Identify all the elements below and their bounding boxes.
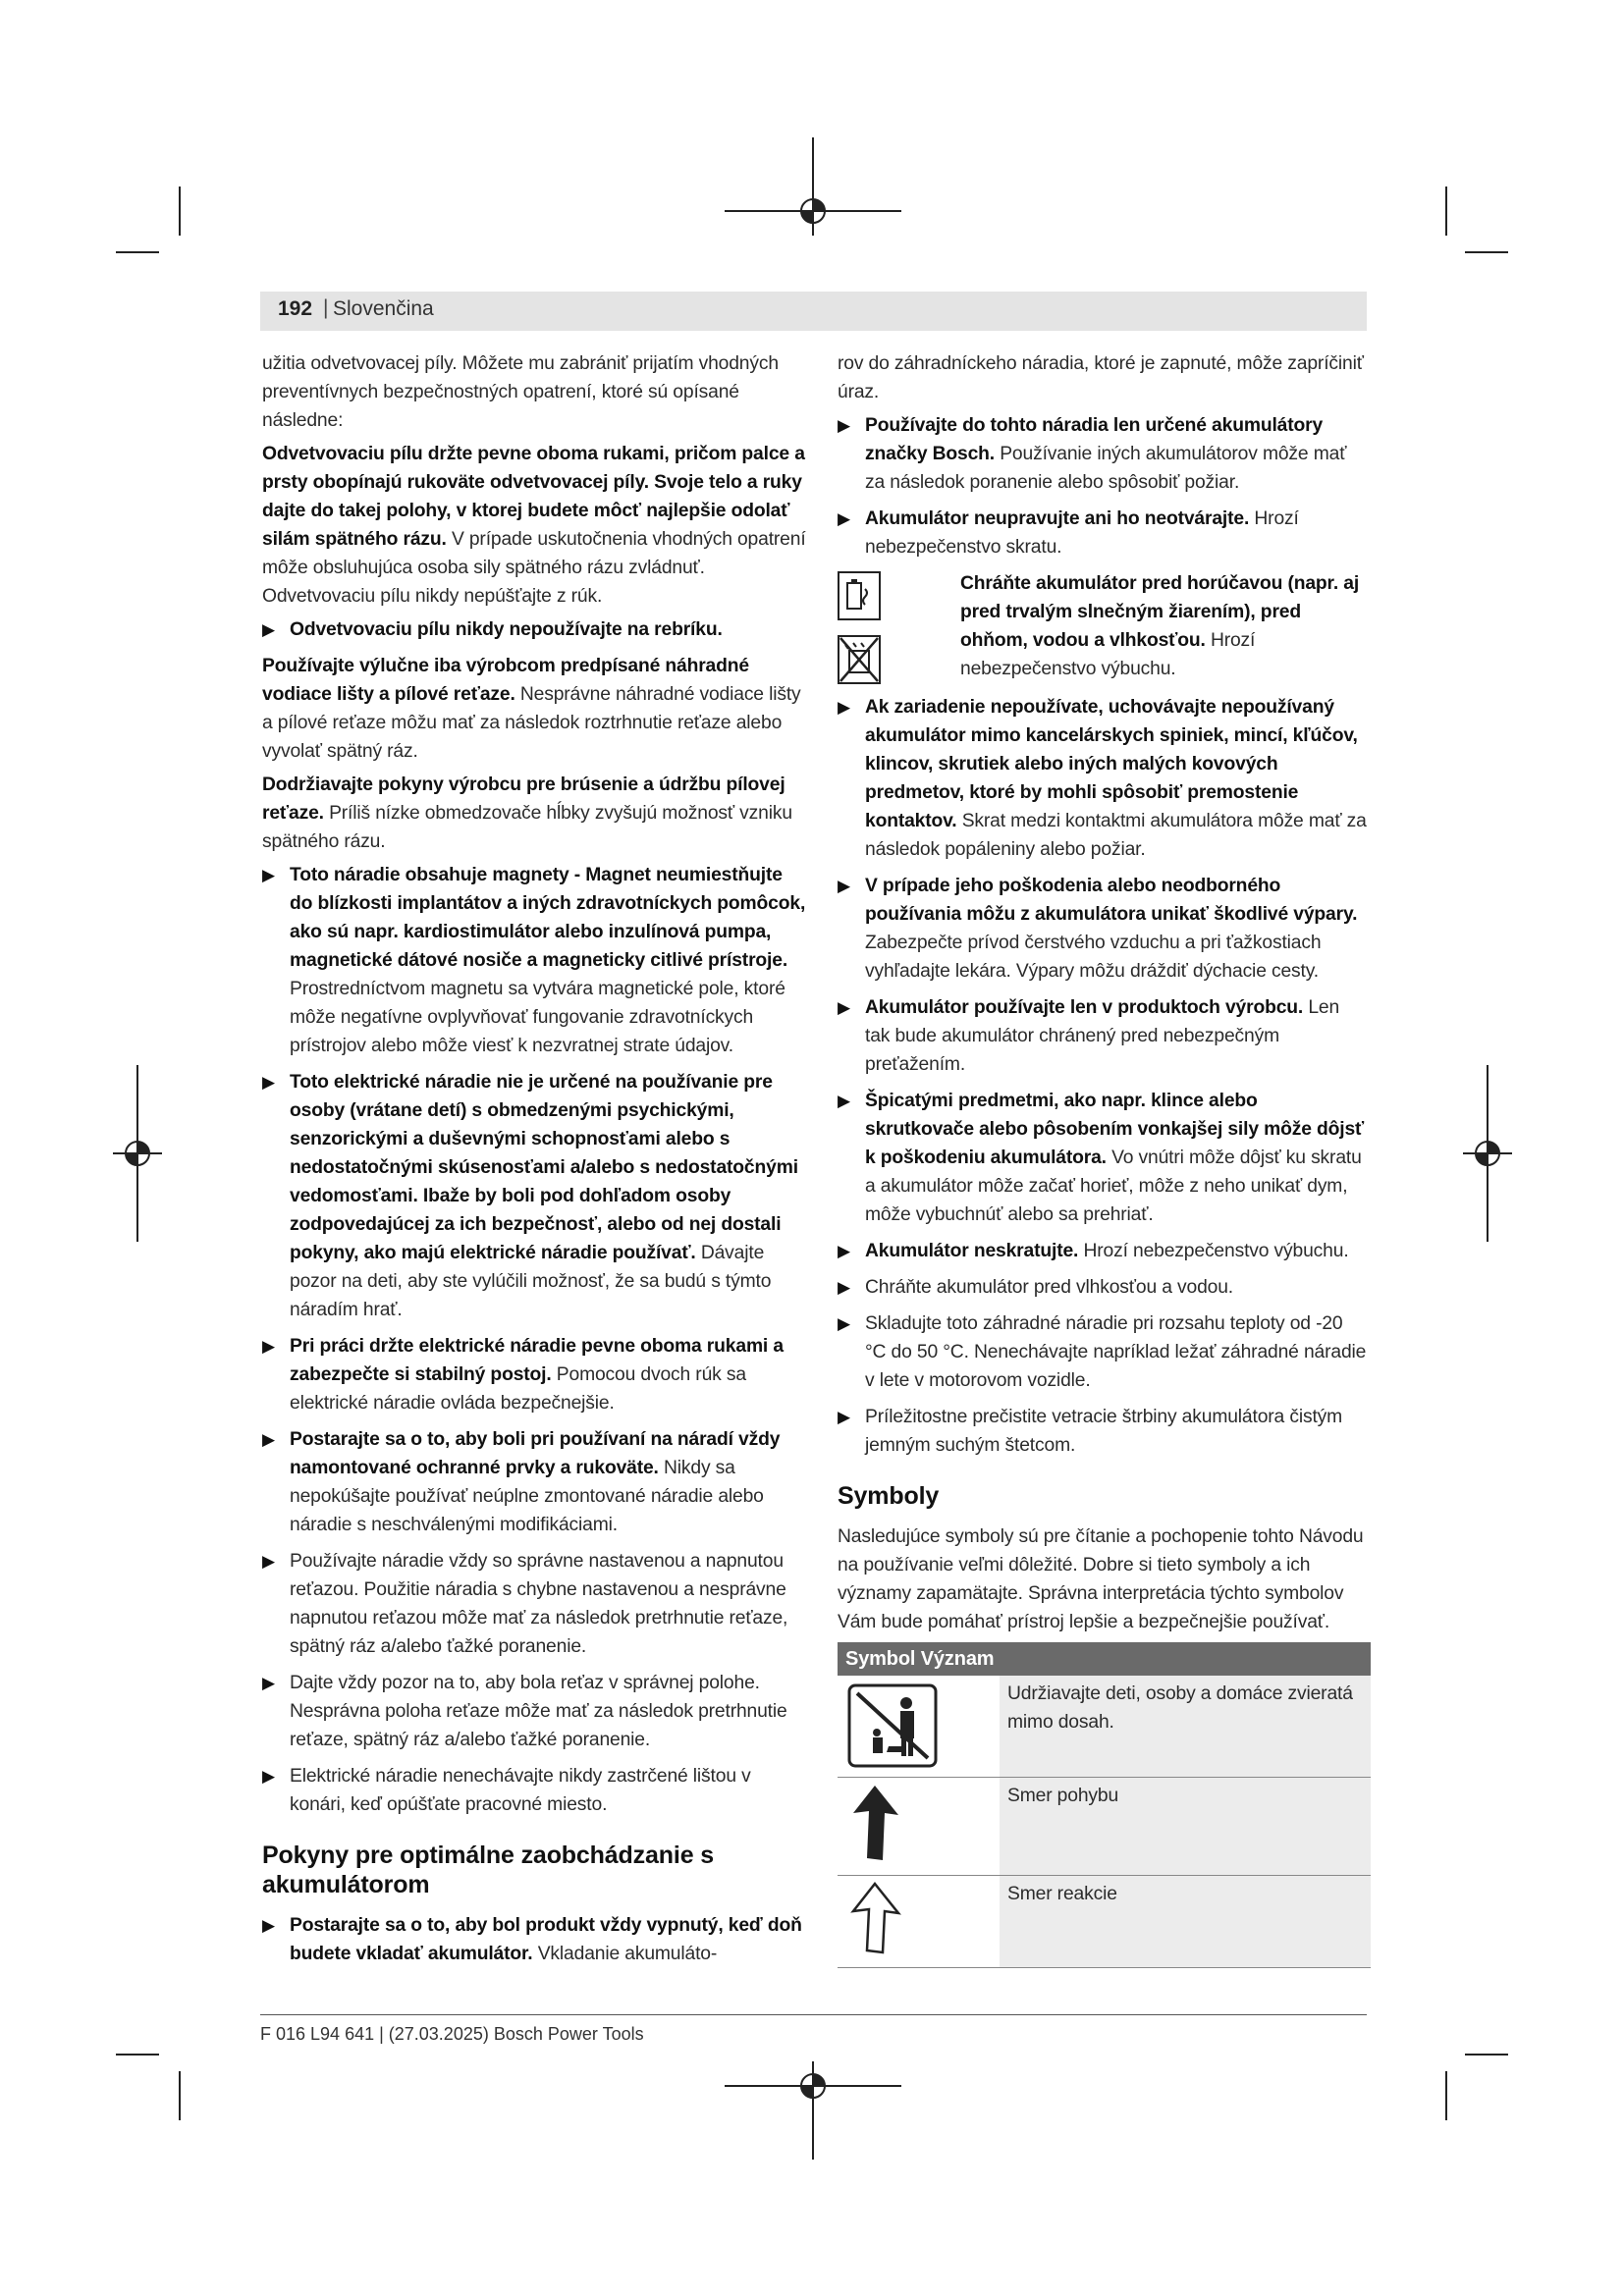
header-language: Slovenčina (333, 297, 434, 320)
left-column (262, 349, 810, 1976)
bullet-arrow-icon: ▶ (838, 1092, 850, 1110)
paragraph: Dodržiavajte pokyny výrobcu pre brúsenie a údržbu pílovej reťaze. Príliš nízke obmedzovače hĺbky zvyšujú možnosť vzniku spätného rázu. (262, 774, 792, 852)
bullet-arrow-icon: ▶ (262, 1767, 275, 1786)
battery-heat-icon (838, 571, 881, 620)
bullet-arrow-icon: ▶ (262, 1674, 275, 1692)
bullet-item: ▶ Príležitostne prečistite vetracie štrbiny akumulátora čistým jemným suchým štetcom. (838, 1403, 1368, 1460)
crop-mark (1445, 187, 1447, 236)
paragraph: Používajte výlučne iba výrobcom predpísané náhradné vodiace lišty a pílové reťaze. Nesprávne náhradné vodiace lišty a pílové reťaze môžu mať za následok roztrhnutie reťaze alebo vyvolať spätný ráz. (262, 656, 801, 762)
header-separator: | (323, 296, 329, 319)
bullet-arrow-icon: ▶ (838, 1408, 850, 1426)
bullet-arrow-icon: ▶ (262, 1337, 275, 1356)
bullet-item: ▶ Špicatými predmetmi, ako napr. klince alebo skrutkovače alebo pôsobením vonkajšej sily môže dôjsť k poškodeniu akumulátora. Vo vnútri môže dôjsť ku skratu a akumulátor môže začať horieť, môže z neho unikať dym, môže vybuchnúť alebo sa prehriať. (838, 1087, 1368, 1229)
symbols-intro: Nasledujúce symboly sú pre čítanie a pochopenie tohto Návodu na používanie veľmi dôležité. Dobre si tieto symboly a ich významy zapamätajte. Správna interpretácia týchto symbolov Vám bude pomáhať prístroj lepšie a bezpečnejšie používať. (838, 1526, 1364, 1632)
meaning-cell: Smer reakcie (1000, 1876, 1371, 1968)
symbol-cell (838, 1778, 1000, 1876)
bullet-arrow-icon: ▶ (838, 1314, 850, 1333)
table-header: Symbol Význam (838, 1642, 1371, 1676)
bullet-arrow-icon: ▶ (838, 877, 850, 895)
section-heading: Pokyny pre optimálne zaobchádzanie s akumulátorom (262, 1842, 715, 1898)
bullet-arrow-icon: ▶ (838, 1242, 850, 1260)
bullet-arrow-icon: ▶ (838, 509, 850, 528)
bullet-arrow-icon: ▶ (838, 1278, 850, 1297)
bullet-item: ▶ V prípade jeho poškodenia alebo neodborného používania môžu z akumulátora unikať škodlivé výpary. Zabezpečte prívod čerstvého vzduchu a pri ťažkostiach vyhľadajte lekára. Výpary môžu dráždiť dýchacie cesty. (838, 872, 1368, 986)
bullet-item: ▶ Akumulátor neupravujte ani ho neotvárajte. Hrozí nebezpečenstvo skratu. (838, 505, 1368, 561)
bullet-item: ▶ Odvetvovaciu pílu nikdy nepoužívajte na rebríku. (262, 615, 810, 644)
bullet-arrow-icon: ▶ (838, 416, 850, 435)
table-row (838, 1876, 1371, 1968)
bullet-arrow-icon: ▶ (262, 620, 275, 639)
bullet-item: ▶ Používajte náradie vždy so správne nastavenou a napnutou reťazou. Použitie náradia s chybne nastavenou a nesprávne napnutou reťazou môže mať za následok pretrhnutie reťaze, spätný ráz a/alebo ťažké poranenie. (262, 1547, 810, 1661)
registration-mark-icon (113, 1065, 162, 1242)
bullet-item: ▶ Dajte vždy pozor na to, aby bola reťaz v správnej polohe. Nesprávna poloha reťaze môže mať za následok pretrhnutie reťaze, spätný ráz a/alebo ťažké poranenie. (262, 1669, 810, 1754)
battery-water-icon (838, 635, 881, 684)
bullet-arrow-icon: ▶ (838, 698, 850, 717)
bullet-item: ▶ Toto elektrické náradie nie je určené na používanie pre osoby (vrátane detí) s obmedzenými psychickými, senzorickými a duševnými schopnosťami alebo s nedostatočnými skúsenosťami a/alebo s nedostatočnými vedomosťami. Ibaže by boli pod dohľadom osoby zodpovedajúcej za ich bezpečnosť, alebo od nej dostali pokyny, ako majú elektrické náradie používať. Dávajte pozor na deti, aby ste vylúčili možnosť, že sa budú s týmto náradím hrať. (262, 1068, 810, 1324)
page-header (260, 292, 1367, 331)
battery-warning: Chráňte akumulátor pred horúčavou (napr. aj pred trvalým slnečným žiarením), pred ohňom, vodou a vlhkosťou. Hrozí nebezpečenstvo výbuchu. (838, 569, 1368, 683)
bullet-item: ▶ Pri práci držte elektrické náradie pevne oboma rukami a zabezpečte si stabilný postoj. Pomocou dvoch rúk sa elektrické náradie ovláda bezpečnejšie. (262, 1332, 810, 1417)
paragraph: rov do záhradníckeho náradia, ktoré je zapnuté, môže zapríčiniť úraz. (838, 353, 1364, 402)
bullet-item: ▶ Akumulátor neskratujte. Hrozí nebezpečenstvo výbuchu. (838, 1237, 1368, 1265)
symbol-cell (838, 1676, 1000, 1778)
bullet-item: ▶ Akumulátor používajte len v produktoch výrobcu. Len tak bude akumulátor chránený pred nebezpečným preťažením. (838, 993, 1368, 1079)
bullet-item: ▶ Postarajte sa o to, aby bol produkt vždy vypnutý, keď doň budete vkladať akumulátor. Vkladanie akumuláto- (262, 1911, 810, 1968)
crop-mark (1465, 251, 1508, 253)
bullet-arrow-icon: ▶ (838, 998, 850, 1017)
table-row (838, 1676, 1371, 1778)
crop-mark (179, 187, 181, 236)
meaning-cell: Smer pohybu (1000, 1778, 1371, 1876)
crop-mark (1465, 2054, 1508, 2056)
crop-mark (1445, 2071, 1447, 2120)
bullet-item: ▶ Používajte do tohto náradia len určené akumulátory značky Bosch. Používanie iných akumulátorov môže mať za následok poranenie alebo spôsobiť požiar. (838, 411, 1368, 497)
registration-mark-icon (725, 137, 901, 236)
bullet-item: ▶ Chráňte akumulátor pred vlhkosťou a vodou. (838, 1273, 1368, 1302)
direction-of-reaction-icon (845, 1880, 904, 1958)
crop-mark (116, 251, 159, 253)
registration-mark-icon (1463, 1065, 1512, 1242)
crop-mark (179, 2071, 181, 2120)
keep-away-bystanders-icon (847, 1683, 938, 1768)
bullet-item: ▶ Toto náradie obsahuje magnety - Magnet neumiestňujte do blízkosti implantátov a iných zdravotníckych pomôcok, ako sú napr. kardiostimulátor alebo inzulínová pumpa, magnetické dátové nosiče a magneticky citlivé prístroje. Prostredníctvom magnetu sa vytvára magnetické pole, ktoré môže negatívne ovplyvňovať fungovanie zdravotníckych prístrojov alebo môže viesť k nezvratnej strate údajov. (262, 861, 810, 1060)
paragraph: Odvetvovaciu pílu držte pevne oboma rukami, pričom palce a prsty obopínajú rukoväte odvetvovacej píly. Svoje telo a ruky dajte do takej polohy, v ktorej budete môcť najlepšie odolať silám spätného rázu. V prípade uskutočnenia vhodných opatrení môže obsluhujúca osoba sily spätného rázu zvládnuť. Odvetvovaciu pílu nikdy nepúšťajte z rúk. (262, 444, 806, 607)
bullet-item: ▶ Postarajte sa o to, aby boli pri používaní na náradí vždy namontované ochranné prvky a rukoväte. Nikdy sa nepokúšajte používať neúplne zmontované náradie alebo náradie s neschválenými modifikáciami. (262, 1425, 810, 1539)
direction-of-movement-icon (845, 1782, 904, 1866)
bullet-arrow-icon: ▶ (262, 1430, 275, 1449)
bullet-arrow-icon: ▶ (262, 866, 275, 884)
right-column (838, 349, 1368, 1968)
page-number: 192 (278, 297, 313, 320)
symbol-cell (838, 1876, 1000, 1968)
bullet-arrow-icon: ▶ (262, 1073, 275, 1092)
bullet-arrow-icon: ▶ (262, 1916, 275, 1935)
table-row (838, 1778, 1371, 1876)
footer-divider (260, 2014, 1367, 2015)
registration-mark-icon (725, 2061, 901, 2160)
page-footer: F 016 L94 641 | (27.03.2025) Bosch Power Tools (260, 2024, 644, 2044)
warning-icons (838, 571, 881, 693)
bullet-arrow-icon: ▶ (262, 1552, 275, 1571)
bullet-item: ▶ Ak zariadenie nepoužívate, uchovávajte nepoužívaný akumulátor mimo kancelárskych spiniek, mincí, kľúčov, klincov, skrutiek alebo iných malých kovových predmetov, ktoré by mohli spôsobiť premostenie kontaktov. Skrat medzi kontaktmi akumulátora môže mať za následok popáleniny alebo požiar. (838, 693, 1368, 864)
bullet-item: ▶ Elektrické náradie nenechávajte nikdy zastrčené lištou v konári, keď opúšťate pracovné miesto. (262, 1762, 810, 1819)
symbols-heading: Symboly (838, 1482, 940, 1510)
bullet-item: ▶ Skladujte toto záhradné náradie pri rozsahu teploty od -20 °C do 50 °C. Nenechávajte napríklad ležať záhradné náradie v lete v motorovom vozidle. (838, 1309, 1368, 1395)
meaning-cell: Udržiavajte deti, osoby a domáce zvieratá mimo dosah. (1000, 1676, 1371, 1778)
symbols-table (838, 1642, 1371, 1968)
paragraph: užitia odvetvovacej píly. Môžete mu zabrániť prijatím vhodných preventívnych bezpečnostných opatrení, ktoré sú opísané následne: (262, 353, 779, 431)
crop-mark (116, 2054, 159, 2056)
